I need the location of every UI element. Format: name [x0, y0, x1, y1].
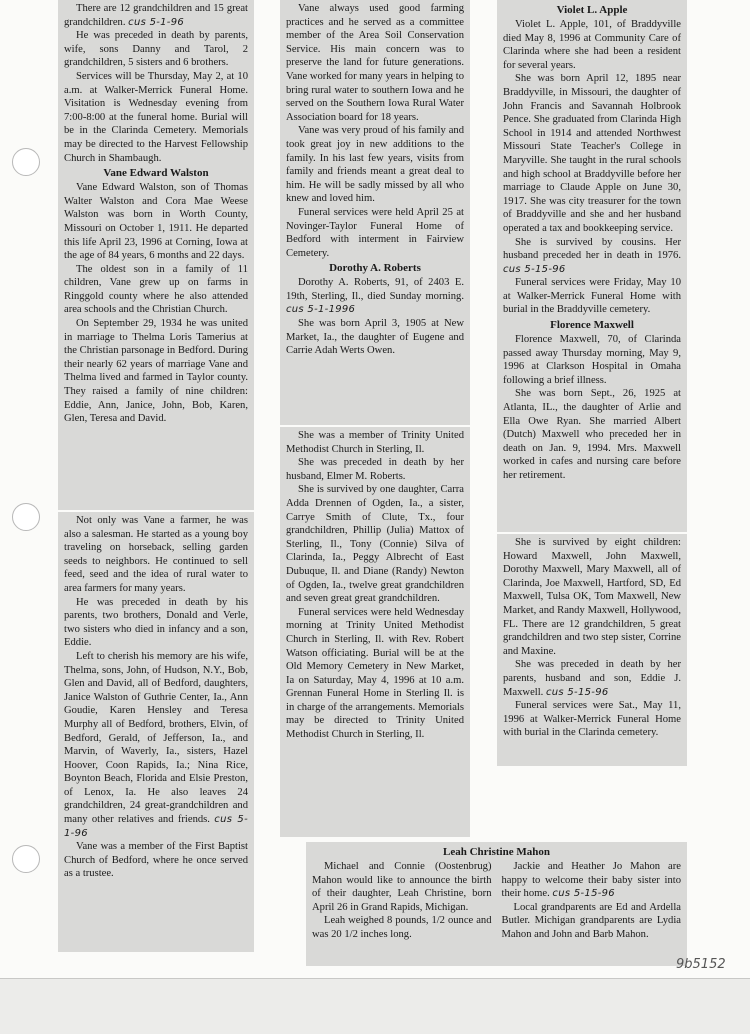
paragraph: [502, 860, 682, 901]
paragraph: She is survived by eight children: Howard Maxwell, John Maxwell, Dorothy Maxwell, Mary Maxwell, all of Clarinda, Joe Maxwell, Hartford, SD, Ed Maxwell, Tulsa OK, Tom Maxwell, New Market, and Randy Maxwell, Hollywood, FL. There are 12 grandchildren, 5 great grandchildren and two step sister, Corrine and Maxine.: [503, 537, 681, 657]
clipping-walston-continued-roberts: [280, 0, 470, 425]
paragraph: [503, 236, 681, 277]
obituary-heading: Florence Maxwell: [550, 319, 634, 332]
paragraph: Funeral services were Sat., May 11, 1996 at Walker-Merrick Funeral Home with burial in the Clarinda cemetery.: [503, 700, 681, 739]
paragraph: He was preceded in death by parents, wife, sons Danny and Tarol, 2 grandchildren, 5 sisters and 6 brothers.: [64, 30, 248, 69]
paragraph: [286, 276, 464, 317]
paragraph: On September 29, 1934 he was united in marriage to Thelma Loris Tamerius at the Christian parsonage in Bedford. During their nearly 62 years of marriage Vane and Thelma lived and farmed in Taylor county. They raised a family of nine children: Eddie, Ann, Janice, John, Bob, Karen, Glen, Teresa and David.: [64, 318, 248, 425]
text: There are 12 grandchildren and 15 great grandchildren.: [64, 3, 248, 28]
paragraph: She was preceded in death by her husband, Elmer M. Roberts.: [286, 457, 464, 482]
paragraph: She was born Sept., 26, 1925 at Atlanta, IL., the daughter of Arlie and Ella Owe Ryan. She married Albert (Dutch) Maxwell who preceded her in death on Jan. 9, 1994. Mrs. Maxwell worked in cafes and nursing care before her retirement.: [503, 388, 681, 481]
paragraph: Local grandparents are Ed and Ardella Butler. Michigan grandparents are Lydia Mahon and John and Barb Mahon.: [501, 901, 681, 940]
announcement-columns: [312, 860, 681, 942]
obituary-heading: Vane Edward Walston: [103, 167, 209, 180]
paragraph: He was preceded in death by his parents, two brothers, Donald and Verle, two sisters who died in infancy and a son, Eddie.: [64, 596, 248, 649]
paragraph: Vane always used good farming practices and he served as a committee member of the Area Soil Conservation Service. His main concern was to preserve the land for future generations. Vane worked for many years in helping to bring rural water to southern Iowa and he served on the Southern Iowa Rural Water Association board for 18 years.: [286, 3, 464, 123]
paragraph: She was a member of Trinity United Methodist Church in Sterling, Il.: [286, 430, 464, 455]
paragraph: [64, 2, 248, 29]
paragraph: Services will be Thursday, May 2, at 10 a.m. at Walker-Merrick Funeral Home. Visitation is Wednesday evening from 7:00-8:00 at the funeral home. Burial will be in the Clarinda Cemetery. Memorials may be directed to the Harvest Fellowship Church in Shambaugh.: [64, 70, 248, 164]
catalog-number: 9b5152: [676, 957, 726, 972]
paragraph: [503, 658, 681, 699]
punch-hole-middle: [12, 503, 40, 531]
clipping-birth-announcement: [306, 842, 687, 966]
paragraph: She was born April 12, 1895 near Braddyville, in Missouri, the daughter of John Francis and Savannah Holbrook Pence. She graduated from Clarinda High School in 1914 and attended Northwest Missouri State Teacher's College in Maryville. She taught in the rural schools and high school at Braddyville before her marriage to Claude Apple on June 30, 1917. She was city treasurer for the town of Braddyville and she and her husband operated a tax and bookkeeping service.: [503, 73, 681, 234]
paragraph: Leah weighed 8 pounds, 1/2 ounce and was 20 1/2 inches long.: [312, 915, 492, 940]
handwritten-note: cus 5-1-1996: [286, 304, 356, 316]
text: She is survived by cousins. Her husband preceded her in death in 1976.: [503, 236, 681, 262]
paragraph: Funeral services were held Wednesday morning at Trinity United Methodist Church in Sterling, Il. with Rev. Robert Watson officiating. Burial will be at the Old Memory Cemetery in New Market, Ia on Saturday, May 4, 1996 at 10 a.m. Grennan Funeral Home in Sterling Il. is in charge of the arrangements. Memorials may be directed to Trinity United Methodist Church in Sterling, Il.: [286, 606, 464, 741]
text: Dorothy A. Roberts, 91, of 2403 E. 19th, Sterling, Il., died Sunday morning.: [286, 277, 464, 302]
paragraph: Vane was very proud of his family and took great joy in new additions to the family. In his last few years, visits from family and friends meant a great deal to him. He will be sadly missed by all who knew and loved him.: [286, 125, 464, 205]
text: Jackie and Heather Jo Mahon are happy to welcome their baby sister into their home.: [501, 861, 681, 900]
clipping-walston-upper: [58, 0, 254, 510]
scan-bottom-edge: [0, 978, 750, 1034]
paragraph: The oldest son in a family of 11 children, Vane grew up on farms in Ringgold county where he also attended area schools and the Christian Church.: [64, 263, 248, 316]
clipping-walston-lower: [58, 512, 254, 952]
paragraph: Vane Edward Walston, son of Thomas Walter Walston and Cora Mae Weese Walston was born in Worth County, Missouri on October 1, 1911. He departed this life April 23, 1996 at Corning, Iowa at the age of 84 years, 6 months and 22 days.: [64, 182, 248, 262]
paragraph: She was born April 3, 1905 at New Market, Ia., the daughter of Eugene and Carrie Adah Werts Owen.: [286, 318, 464, 357]
handwritten-note: cus 5-1-96: [128, 16, 185, 28]
obituary-heading: Violet L. Apple: [556, 4, 628, 16]
text: She was preceded in death by her parents, husband and son, Eddie J. Maxwell.: [503, 659, 681, 698]
handwritten-note: cus 5-1-96: [64, 814, 248, 839]
paragraph: Violet L. Apple, 101, of Braddyville died May 8, 1996 at Community Care of Clarinda where she had been a resident for several years.: [503, 19, 681, 71]
text: Left to cherish his memory are his wife, Thelma, sons, John, of Hudson, N.Y., Bob, Glen and David, all of Bedford, daughters, Janice Walston of Guthrie Center, Ia., Ann Goudie, Karen Hensley and Teresa Murphy all of Bedford, brothers, Elvin, of Bedford, Gerald, of Jefferson, Ia., and Marvin, of Waverly, Ia., sisters, Hazel Hoover, Coon Rapids, Ia.; Nina Rice, Boynton Beach, Florida and Elsie Preston, of Lenox, Ia. He also leaves 24 grandchildren, 24 great-grandchildren and many other relatives and friends.: [64, 650, 248, 826]
punch-hole-bottom: [12, 845, 40, 873]
clipping-maxwell-lower: [497, 534, 687, 766]
paragraph: Not only was Vane a farmer, he was also a salesman. He started as a young boy traveling on horseback, selling garden seeds to neighbors. He continued to sell feed, seed and the idea of rural water to area farmers for many years.: [64, 515, 248, 594]
paragraph: Funeral services were held April 25 at Novinger-Taylor Funeral Home of Bedford with interment in Fairview Cemetery.: [286, 206, 464, 259]
paragraph: Florence Maxwell, 70, of Clarinda passed away Thursday morning, May 9, 1996 at Clarkson Hospital in Omaha following a brief illness.: [503, 334, 681, 386]
announcement-heading: Leah Christine Mahon: [443, 846, 550, 858]
handwritten-note: cus 5-15-96: [503, 263, 566, 275]
handwritten-note: cus 5-15-96: [545, 686, 609, 698]
punch-hole-top: [12, 148, 40, 176]
paragraph: Vane was a member of the First Baptist Church of Bedford, where he once served as a trustee.: [64, 841, 248, 880]
clipping-apple-maxwell: [497, 0, 687, 532]
paragraph: She is survived by one daughter, Carra Adda Drennen of Ogden, Ia., a sister, Carrye Smith of Clute, Tx., four grandchildren, Phillip (Julia) Mattox of Sterling, Il., Tony (Connie) Silva of Clarinda, Ia., Peggy Albrecht of East Dubuque, Il. and Diane (Randy) Newton of Ogden, Ia., twelve great grandchildren and seven great great grandchildren.: [286, 484, 464, 605]
clipping-roberts-lower: [280, 427, 470, 837]
obituary-heading: Dorothy A. Roberts: [329, 262, 421, 275]
paragraph: [64, 650, 248, 840]
handwritten-note: cus 5-15-96: [552, 888, 615, 900]
paragraph: Funeral services were Friday, May 10 at Walker-Merrick Funeral Home with burial in the Braddyville cemetery.: [503, 277, 681, 316]
paragraph: Michael and Connie (Oostenbrug) Mahon would like to announce the birth of their daughter, Leah Christine, born April 26 in Grand Rapids, Michigan.: [312, 861, 492, 913]
